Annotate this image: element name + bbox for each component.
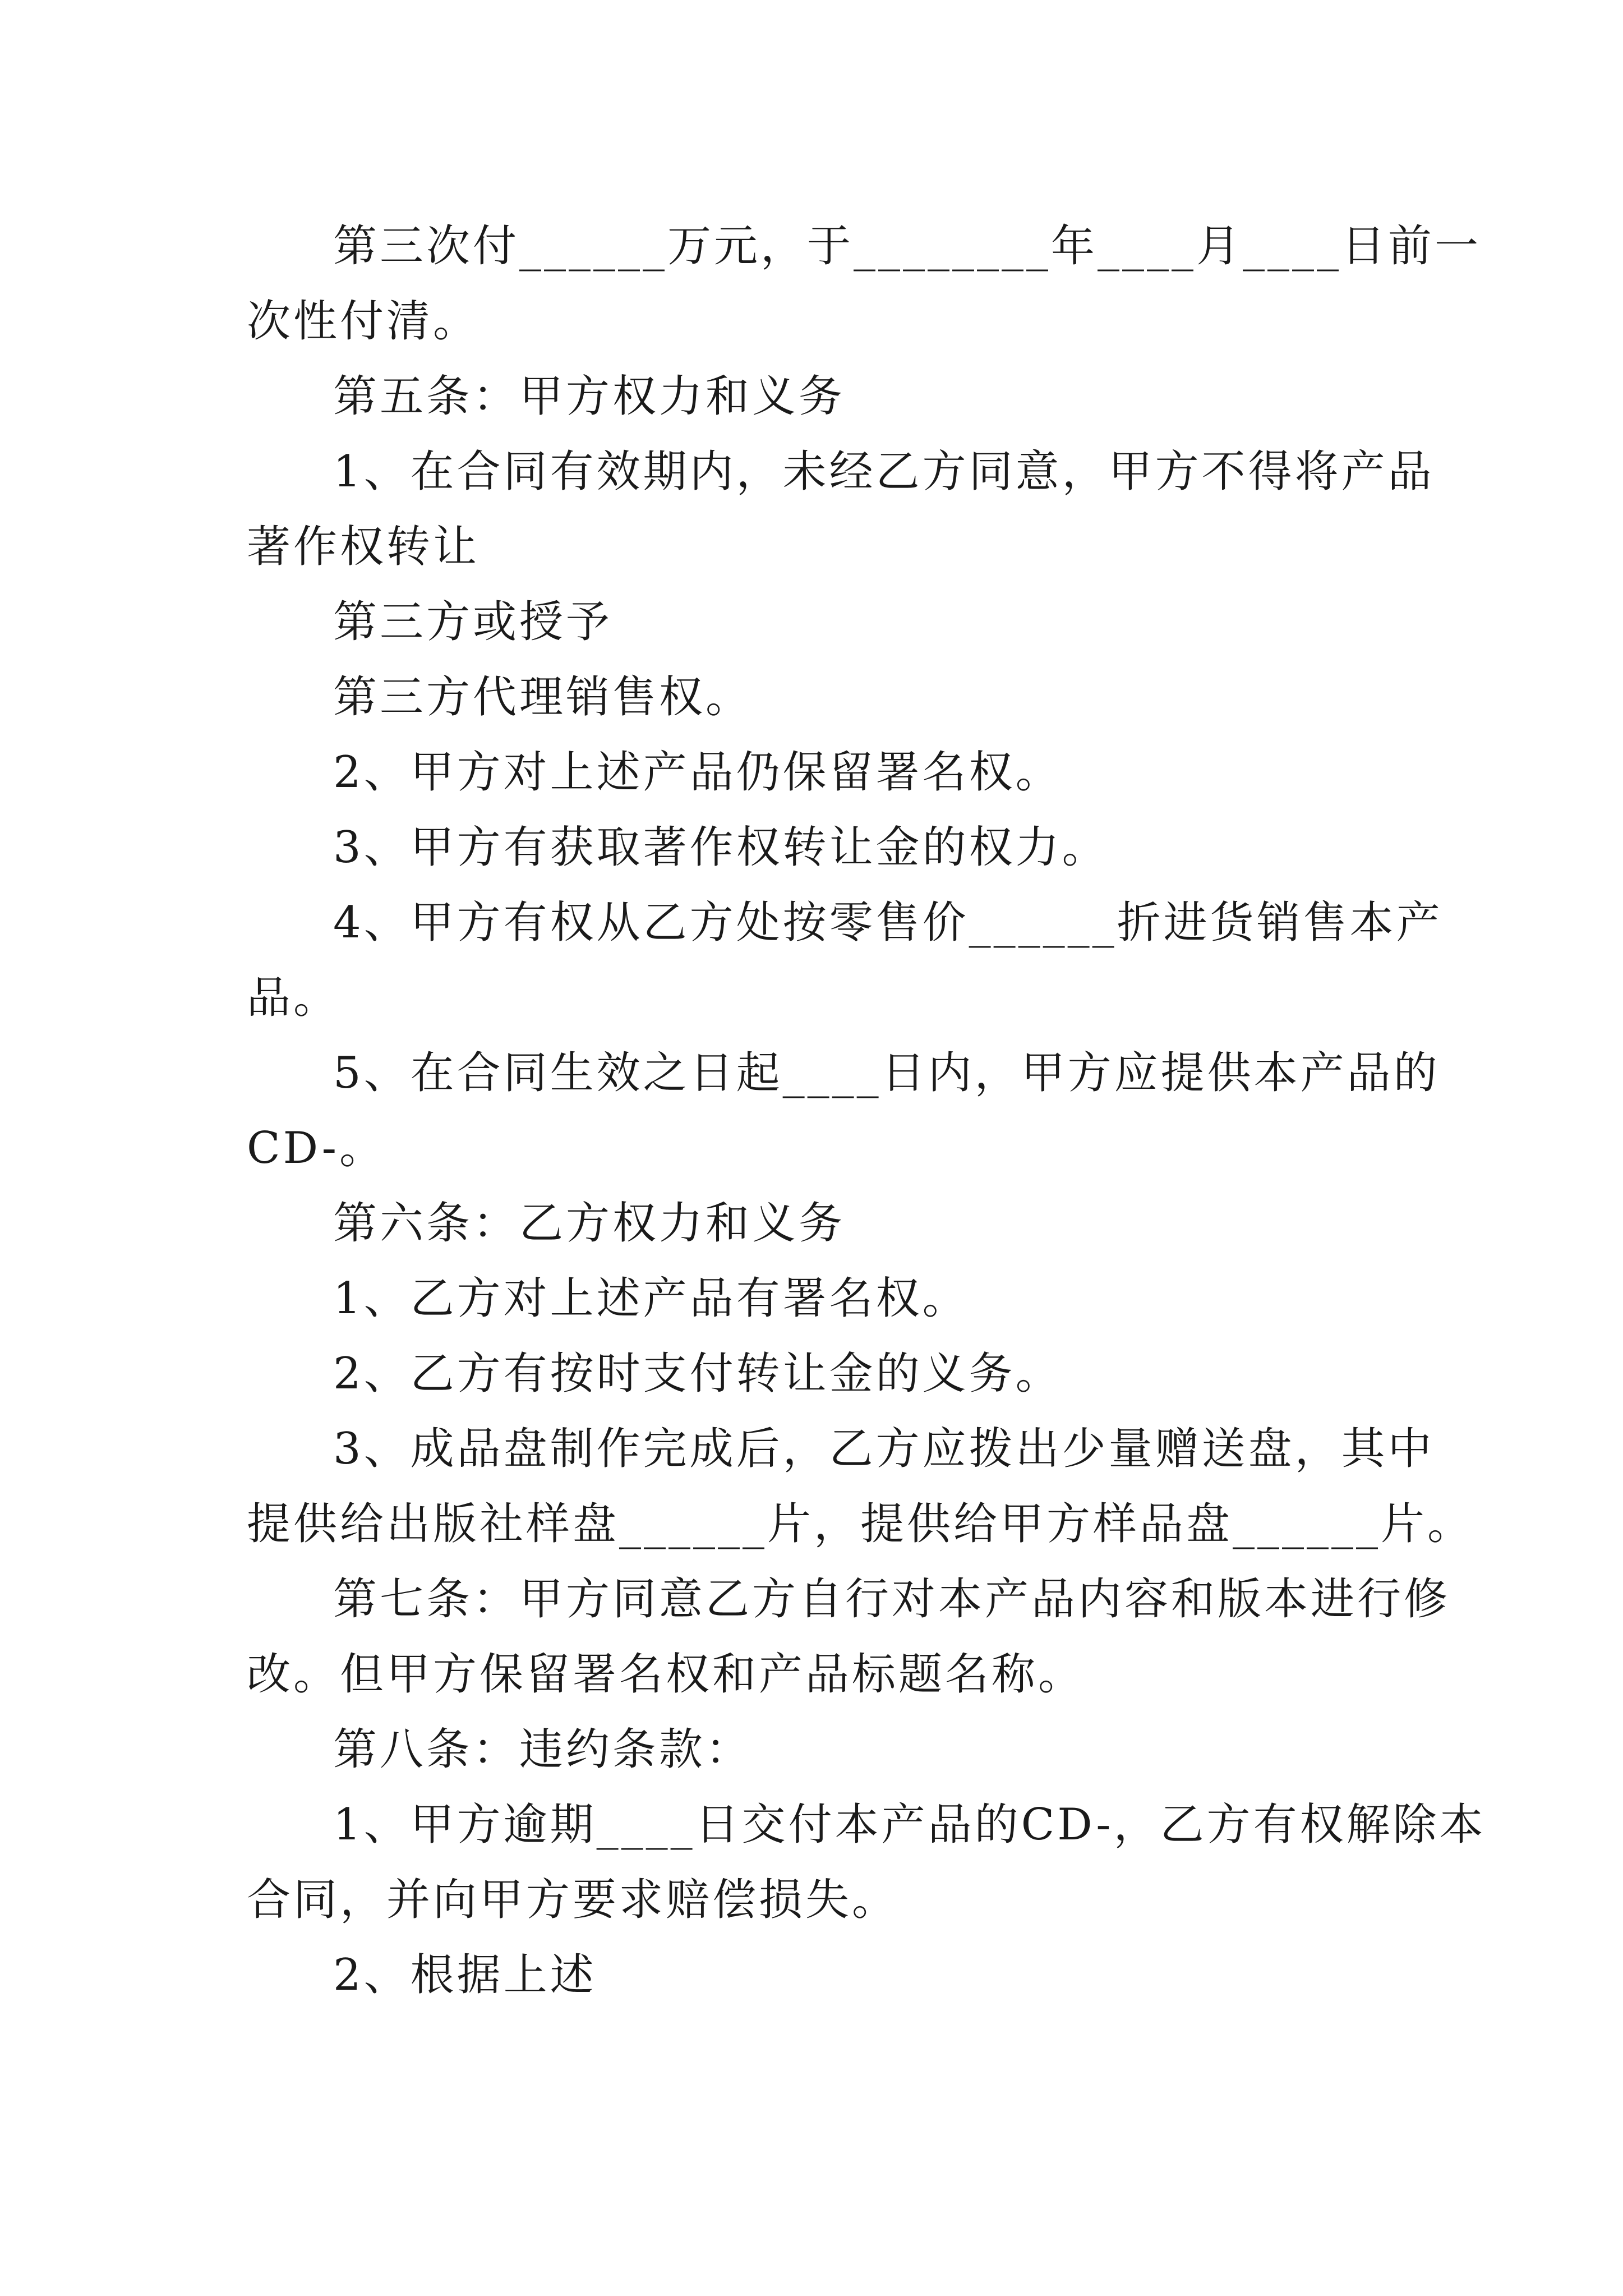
- text-line: 1、甲方逾期____日交付本产品的CD-，乙方有权解除本: [333, 1800, 1486, 1850]
- text-line: 3、成品盘制作完成后，乙方应拨出少量赠送盘，其中: [333, 1424, 1435, 1474]
- text-line: 1、乙方对上述产品有署名权。: [333, 1273, 969, 1324]
- text-line: 次性付清。: [247, 296, 480, 347]
- text-line: 第三方或授予: [333, 597, 613, 647]
- text-line: 2、甲方对上述产品仍保留署名权。: [333, 747, 1062, 798]
- text-line: 4、甲方有权从乙方处按零售价______折进货销售本产: [333, 898, 1443, 948]
- section-heading: 第六条：乙方权力和义务: [333, 1198, 846, 1249]
- document-body: [247, 209, 1486, 2013]
- text-line: 2、乙方有按时支付转让金的义务。: [333, 1349, 1062, 1399]
- text-line: 改。但甲方保留署名权和产品标题名称。: [247, 1649, 1085, 1700]
- text-line: 提供给出版社样盘______片，提供给甲方样品盘______片。: [247, 1499, 1474, 1549]
- text-line: 2、根据上述: [333, 1950, 597, 2000]
- section-heading: 第七条：甲方同意乙方自行对本产品内容和版本进行修: [333, 1574, 1451, 1625]
- section-heading: 第五条：甲方权力和义务: [333, 371, 846, 422]
- section-heading: 第八条：违约条款：: [333, 1724, 753, 1775]
- text-line: 合同，并向甲方要求赔偿损失。: [247, 1875, 899, 1925]
- text-line: 1、在合同有效期内，未经乙方同意，甲方不得将产品: [333, 447, 1435, 497]
- text-line: 第三方代理销售权。: [333, 672, 753, 723]
- text-line: 品。: [247, 973, 340, 1023]
- text-line: CD-。: [247, 1123, 386, 1174]
- text-line: 著作权转让: [247, 522, 480, 572]
- text-line: 3、甲方有获取著作权转让金的权力。: [333, 822, 1109, 873]
- text-line: 5、在合同生效之日起____日内，甲方应提供本产品的: [333, 1048, 1440, 1098]
- text-line: 第三次付______万元，于________年____月____日前一: [333, 221, 1482, 272]
